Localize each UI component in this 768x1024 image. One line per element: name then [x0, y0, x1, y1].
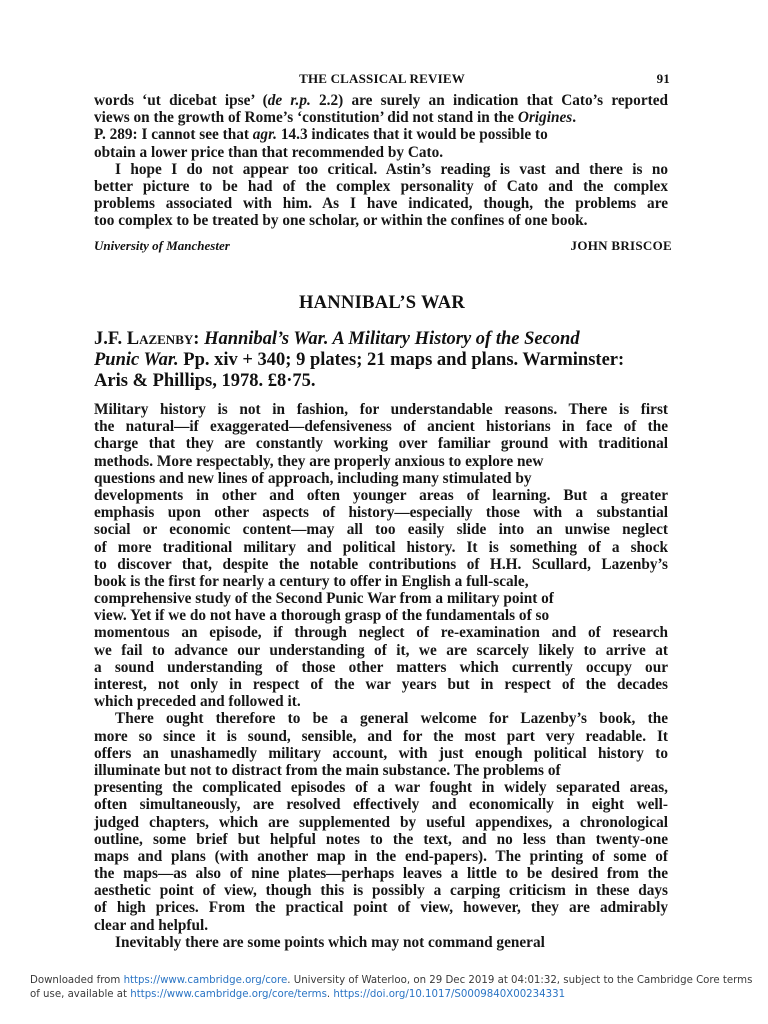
text-line [94, 814, 668, 831]
text-line [94, 865, 668, 882]
author-name: JOHN BRISCOE [570, 238, 672, 253]
text-run: which preceded and followed it. [94, 693, 301, 711]
text-run: Inevitably there are some points which may not command general [115, 933, 545, 951]
text-run: social or economic content—may all too easily slide into an unwise neglect [94, 521, 668, 539]
citation-separator: : [193, 329, 205, 349]
download-footer [30, 974, 760, 1002]
text-run: P. 289: I cannot see that [94, 126, 253, 144]
text-run: aesthetic point of view, though this is possibly a carping criticism in these days [94, 882, 668, 900]
text-line [94, 453, 668, 470]
text-line [94, 934, 668, 951]
text-line [94, 521, 668, 538]
footer-prefix: Downloaded from [30, 975, 124, 986]
review-title: HANNIBAL’S WAR [298, 293, 466, 313]
text-run: we fail to advance our understanding of it, we are scarcely likely to arrive at [94, 641, 668, 659]
text-run: offers an unashamedly military account, with just enough political history to [94, 744, 668, 762]
text-run: of high prices. From the practical point of view, however, they are admirably [94, 899, 668, 917]
text-run: clear and helpful. [94, 916, 209, 934]
text-run: the maps—as also of nine plates—perhaps leaves a little to be desired from the [94, 865, 668, 883]
text-run: charge that they are constantly working over familiar ground with traditional [94, 435, 668, 453]
running-head [94, 71, 670, 89]
text-line [94, 178, 668, 195]
italic-text: de r.p. [267, 92, 311, 109]
text-run: to discover that, despite the notable contributions of H.H. Scullard, Lazenby’s [94, 555, 668, 573]
citation-line-1 [94, 329, 654, 350]
text-run: book is the first for nearly a century to offer in English a full-scale, [94, 572, 529, 590]
text-line [94, 573, 668, 590]
text-run: the natural—if exaggerated—defensiveness of ancient historians in face of the [94, 418, 668, 436]
text-line [94, 539, 668, 556]
text-run: momentous an episode, if through neglect of re-examination and of research [94, 624, 668, 642]
text-line [94, 693, 668, 710]
text-run: too complex to be treated by one scholar, or within the confines of one book. [94, 212, 588, 230]
author-affiliation: University of Manchester [94, 238, 230, 253]
text-line [94, 779, 668, 796]
text-line [94, 917, 668, 934]
text-run: judged chapters, which are supplemented by useful appendixes, a chronological [94, 813, 668, 831]
text-line [94, 418, 668, 435]
text-run: illuminate but not to distract from the main substance. The problems of [94, 761, 561, 779]
text-line [94, 710, 668, 727]
text-line [94, 796, 668, 813]
text-run: 14.3 indicates that it would be possible to [277, 126, 548, 144]
text-line [94, 470, 668, 487]
citation-line-3 [94, 371, 654, 392]
text-line [94, 556, 668, 573]
text-line [94, 899, 668, 916]
text-run: often simultaneously, are resolved effectively and economically in eight well- [94, 796, 668, 814]
text-line [94, 762, 668, 779]
text-line [94, 487, 668, 504]
italic-text: Origines [517, 109, 573, 127]
page-number: 91 [656, 71, 670, 86]
text-run: views on the growth of Rome’s ‘constitution’ did not stand in the [94, 109, 518, 127]
text-run: developments in other and often younger areas of learning. But a greater [94, 486, 668, 504]
text-run: better picture to be had of the complex personality of Cato and the complex [94, 177, 668, 195]
text-line [94, 401, 668, 418]
text-run: more so since it is sound, sensible, and for the most part very readable. It [94, 727, 668, 745]
text-run: questions and new lines of approach, including many stimulated by [94, 469, 532, 487]
text-run: words ‘ut dicebat ipse’ ( [94, 92, 268, 109]
text-run: There ought therefore to be a general welcome for Lazenby’s book, the [115, 710, 668, 728]
text-run: outline, some brief but helpful notes to the text, and no less than twenty-one [94, 830, 668, 848]
doi-link[interactable]: https://doi.org/10.1017/S0009840X00234331 [333, 989, 566, 1000]
signature [94, 238, 672, 256]
citation-line-2 [94, 350, 654, 371]
text-run: view. Yet if we do not have a thorough grasp of the fundamentals of so [94, 607, 550, 625]
cambridge-core-link[interactable]: https://www.cambridge.org/core [123, 975, 288, 986]
text-run: of more traditional military and political history. It is something of a shock [94, 538, 668, 556]
text-run: methods. More respectably, they are properly anxious to explore new [94, 452, 544, 470]
text-run: presenting the complicated episodes of a war fought in widely separated areas, [94, 779, 668, 797]
text-line [94, 607, 668, 624]
text-line [94, 126, 668, 143]
text-line [94, 504, 668, 521]
text-line [94, 882, 668, 899]
book-title-cont: Punic War. [94, 350, 179, 370]
text-line [94, 195, 668, 212]
text-run: obtain a lower price than that recommended by Cato. [94, 143, 444, 161]
text-run: maps and plans (with another map in the end-papers). The printing of some of [94, 847, 668, 865]
text-run: Military history is not in fashion, for understandable reasons. There is first [94, 401, 668, 418]
text-run: a sound understanding of those other matters which currently occupy our [94, 658, 668, 676]
footer-sep: . [326, 989, 334, 1000]
text-line [94, 848, 668, 865]
text-line [94, 92, 668, 109]
text-run: 2.2) are surely an indication that Cato’s reported [310, 92, 668, 109]
text-line [94, 676, 668, 693]
text-line [94, 435, 668, 452]
text-run: emphasis upon other aspects of history—especially those with a substantial [94, 504, 668, 522]
text-line [94, 659, 668, 676]
text-line [94, 831, 668, 848]
author-surname: Lazenby [126, 329, 194, 349]
text-run: comprehensive study of the Second Punic War from a military point of [94, 590, 554, 608]
text-line [94, 728, 668, 745]
book-details: Pp. xiv + 340; 9 plates; 21 maps and plans. Warminster: [178, 350, 625, 370]
terms-link[interactable]: https://www.cambridge.org/core/terms [130, 989, 327, 1000]
review-body-text [94, 401, 668, 951]
publisher-details: Aris & Phillips, 1978. £8·75. [94, 371, 316, 391]
text-line [94, 590, 668, 607]
text-line [94, 212, 668, 229]
text-run: I hope I do not appear too critical. Astin’s reading is vast and there is no [115, 160, 668, 178]
book-title: Hannibal’s War. A Military History of the Second [204, 329, 580, 349]
text-line [94, 745, 668, 762]
text-line [94, 642, 668, 659]
previous-review-text [94, 92, 668, 230]
text-line [94, 144, 668, 161]
footer-middle: . University of Waterloo, on 29 Dec 2019 at 04:01:32, subject to the Cambridge Core terms of use, available at [30, 975, 753, 1000]
text-run: problems associated with him. As I have indicated, though, the problems are [94, 195, 668, 213]
text-line [94, 161, 668, 178]
book-citation [94, 329, 654, 392]
text-line [94, 109, 668, 126]
text-run: interest, not only in respect of the war years but in respect of the decades [94, 676, 668, 693]
journal-title: THE CLASSICAL REVIEW [299, 71, 465, 86]
text-run: . [572, 109, 577, 127]
italic-text: agr. [252, 126, 278, 144]
author-initials: J.F. [94, 329, 127, 349]
text-line [94, 624, 668, 641]
